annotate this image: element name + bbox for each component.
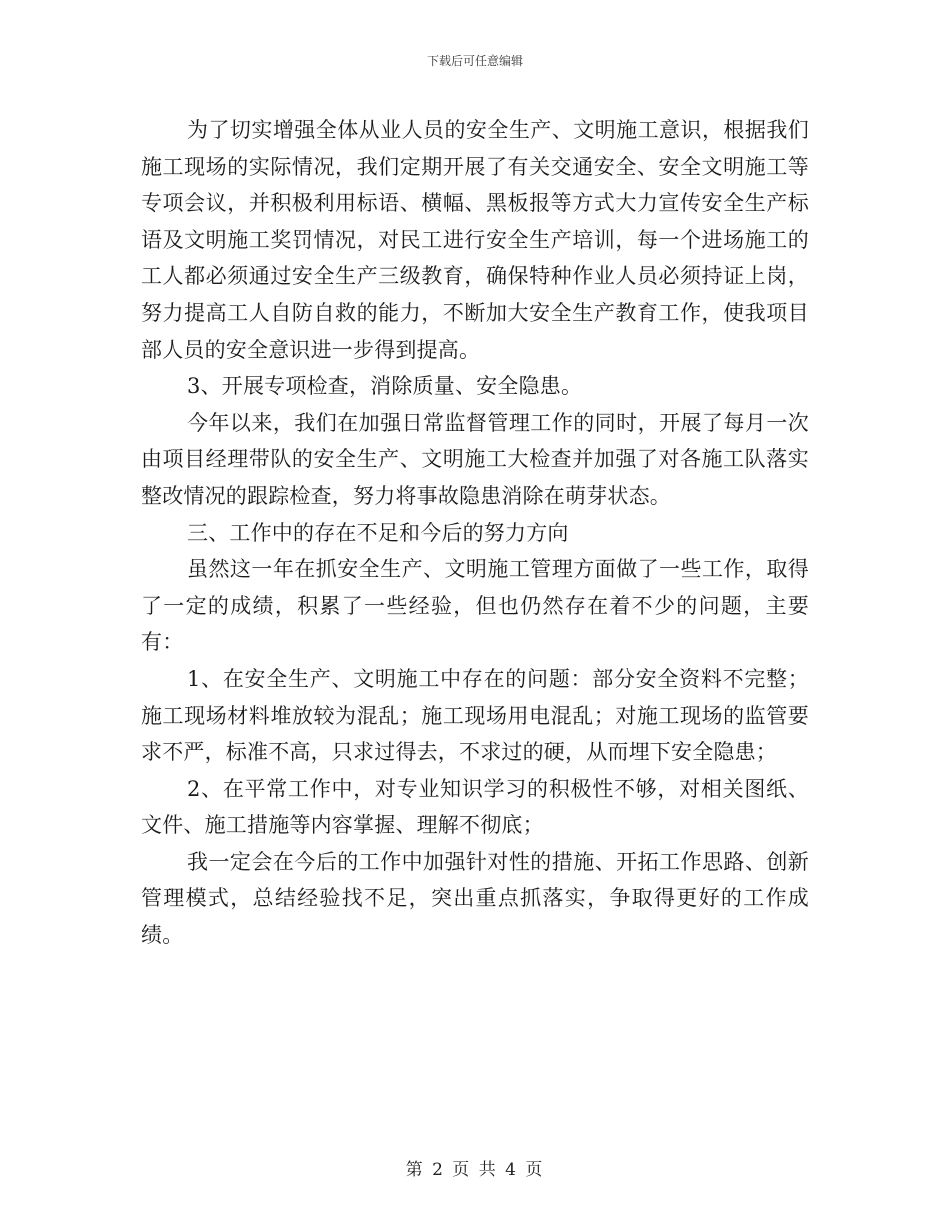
paragraph-monthly-inspection: 今年以来，我们在加强日常监督管理工作的同时，开展了每月一次由项目经理带队的安全生产、文明施工大检查并加强了对各施工队落实整改情况的跟踪检查，努力将事故隐患消除在萌芽状态。 <box>141 410 809 508</box>
paragraph-issue-2: 2、在平常工作中，对专业知识学习的积极性不够，对相关图纸、文件、施工措施等内容掌握、理解不彻底； <box>141 776 809 838</box>
document-body <box>141 112 809 954</box>
page-number-footer: 第 2 页 共 4 页 <box>405 1160 545 1180</box>
paragraph-issue-1: 1、在安全生产、文明施工中存在的问题：部分安全资料不完整；施工现场材料堆放较为混乱；施工现场用电混乱；对施工现场的监管要求不严，标准不高，只求过得去，不求过的硬，从而埋下安全隐患； <box>141 666 809 765</box>
paragraph-shortcomings-intro: 虽然这一年在抓安全生产、文明施工管理方面做了一些工作，取得了一定的成绩，积累了一些经验，但也仍然存在着不少的问题，主要有： <box>141 557 809 655</box>
section-heading-shortcomings: 三、工作中的存在不足和今后的努力方向 <box>187 520 569 545</box>
page-header-note: 下载后可任意编辑 <box>426 54 523 68</box>
paragraph-safety-awareness: 为了切实增强全体从业人员的安全生产、文明施工意识，根据我们施工现场的实际情况，我们定期开展了有关交通安全、安全文明施工等专项会议，并积极利用标语、横幅、黑板报等方式大力宣传安全生产标语及文明施工奖罚情况，对民工进行安全生产培训，每一个进场施工的工人都必须通过安全生产三级教育，确保特种作业人员必须持证上岗，努力提高工人自防自救的能力，不断加大安全生产教育工作，使我项目部人员的安全意识进一步得到提高。 <box>141 118 809 362</box>
paragraph-special-inspection-heading: 3、开展专项检查，消除质量、安全隐患。 <box>187 374 583 399</box>
paragraph-conclusion: 我一定会在今后的工作中加强针对性的措施、开拓工作思路、创新管理模式，总结经验找不足，突出重点抓落实，争取得更好的工作成绩。 <box>141 849 809 948</box>
